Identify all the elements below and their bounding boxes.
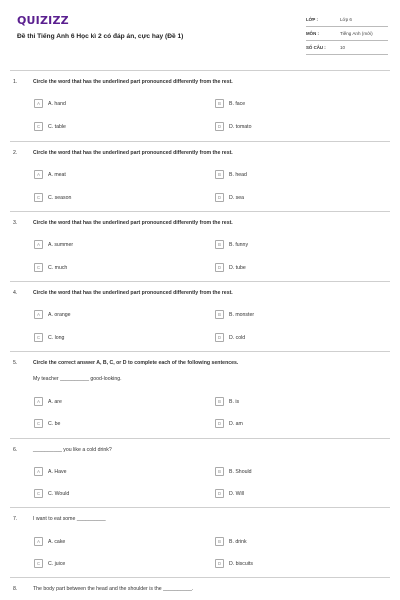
option-letter-box[interactable]: C <box>34 333 43 342</box>
question-instruction: Circle the word that has the underlined part pronounced differently from the rest. <box>33 290 233 296</box>
option-letter-box[interactable]: B <box>215 170 224 179</box>
option-letter-box[interactable]: A <box>34 99 43 108</box>
option-letter-box[interactable]: B <box>215 467 224 476</box>
answer-option-d[interactable] <box>215 333 245 342</box>
header-divider <box>10 70 390 71</box>
meta-label: SỐ CÂU : <box>306 45 326 50</box>
answer-option-b[interactable] <box>215 467 252 476</box>
answer-option-c[interactable] <box>34 333 64 342</box>
answer-option-d[interactable] <box>215 263 246 272</box>
question-number: 4. <box>13 290 18 296</box>
question-stem: My teacher __________ good-looking. <box>33 376 122 382</box>
answer-option-d[interactable] <box>215 419 243 428</box>
option-text: B. drink <box>229 538 247 545</box>
option-text: C. be <box>48 420 61 427</box>
meta-label: MÔN : <box>306 31 319 36</box>
question-instruction: Circle the word that has the underlined part pronounced differently from the rest. <box>33 150 233 156</box>
answer-option-c[interactable] <box>34 263 67 272</box>
option-text: A. are <box>48 398 62 405</box>
question-instruction: Circle the word that has the underlined part pronounced differently from the rest. <box>33 220 233 226</box>
answer-option-b[interactable] <box>215 310 254 319</box>
option-text: A. Have <box>48 468 67 475</box>
answer-option-c[interactable] <box>34 559 65 568</box>
option-letter-box[interactable]: A <box>34 170 43 179</box>
answer-option-b[interactable] <box>215 240 248 249</box>
answer-option-a[interactable] <box>34 310 71 319</box>
option-letter-box[interactable]: A <box>34 240 43 249</box>
option-text: D. sea <box>229 194 244 201</box>
option-text: A. summer <box>48 241 74 248</box>
meta-row-count <box>306 41 388 55</box>
option-letter-box[interactable]: B <box>215 99 224 108</box>
answer-option-b[interactable] <box>215 99 245 108</box>
answer-option-a[interactable] <box>34 170 66 179</box>
option-text: C. Would <box>48 490 70 497</box>
option-letter-box[interactable]: B <box>215 397 224 406</box>
option-letter-box[interactable]: C <box>34 122 43 131</box>
option-text: D. cold <box>229 334 246 341</box>
option-text: B. monster <box>229 311 255 318</box>
meta-value[interactable]: 10 <box>340 45 346 50</box>
option-letter-box[interactable]: B <box>215 310 224 319</box>
meta-label: LỚP : <box>306 17 318 22</box>
answer-option-b[interactable] <box>215 397 239 406</box>
answer-option-b[interactable] <box>215 170 247 179</box>
option-text: A. orange <box>48 311 71 318</box>
question-divider <box>10 438 390 439</box>
option-text: B. is <box>229 398 240 405</box>
question-number: 8. <box>13 586 18 592</box>
answer-option-c[interactable] <box>34 489 69 498</box>
option-letter-box[interactable]: C <box>34 263 43 272</box>
question-instruction: Circle the word that has the underlined part pronounced differently from the rest. <box>33 79 233 85</box>
option-letter-box[interactable]: C <box>34 419 43 428</box>
option-text: C. season <box>48 194 72 201</box>
answer-option-d[interactable] <box>215 122 252 131</box>
question-number: 1. <box>13 79 18 85</box>
answer-option-c[interactable] <box>34 419 60 428</box>
meta-value[interactable]: Tiếng Anh (mới) <box>340 31 373 36</box>
document-title: Đề thi Tiếng Anh 6 Học kì 2 có đáp án, cực hay (Đề 1) <box>17 33 184 40</box>
option-letter-box[interactable]: D <box>215 559 224 568</box>
option-letter-box[interactable]: C <box>34 489 43 498</box>
option-letter-box[interactable]: A <box>34 537 43 546</box>
option-text: A. hand <box>48 100 66 107</box>
meta-table <box>306 13 388 55</box>
option-letter-box[interactable]: D <box>215 419 224 428</box>
question-divider <box>10 141 390 142</box>
answer-option-d[interactable] <box>215 489 244 498</box>
option-text: A. meat <box>48 171 66 178</box>
option-text: B. funny <box>229 241 249 248</box>
option-text: C. table <box>48 123 66 130</box>
question-number: 2. <box>13 150 18 156</box>
option-letter-box[interactable]: D <box>215 333 224 342</box>
question-divider <box>10 577 390 578</box>
option-text: D. tomato <box>229 123 252 130</box>
option-letter-box[interactable]: C <box>34 193 43 202</box>
meta-row-subject <box>306 27 388 41</box>
question-stem: I want to eat some __________ <box>33 516 106 522</box>
option-text: D. biscuits <box>229 560 253 567</box>
option-text: B. face <box>229 100 246 107</box>
question-divider <box>10 507 390 508</box>
option-text: B. Should <box>229 468 252 475</box>
option-text: D. am <box>229 420 243 427</box>
question-divider <box>10 211 390 212</box>
answer-option-b[interactable] <box>215 537 247 546</box>
option-letter-box[interactable]: D <box>215 263 224 272</box>
option-text: D. Will <box>229 490 244 497</box>
answer-option-d[interactable] <box>215 559 253 568</box>
option-text: C. much <box>48 264 68 271</box>
question-number: 3. <box>13 220 18 226</box>
meta-row-class <box>306 13 388 27</box>
answer-option-c[interactable] <box>34 122 66 131</box>
option-text: B. head <box>229 171 247 178</box>
quizizz-logo: QUIZIZZ <box>17 14 69 27</box>
option-letter-box[interactable]: B <box>215 537 224 546</box>
question-divider <box>10 351 390 352</box>
option-text: A. cake <box>48 538 66 545</box>
option-letter-box[interactable]: D <box>215 489 224 498</box>
meta-value[interactable]: Lớp 6 <box>340 17 352 22</box>
question-divider <box>10 281 390 282</box>
answer-option-d[interactable] <box>215 193 244 202</box>
question-instruction: Circle the correct answer A, B, C, or D to complete each of the following sentences. <box>33 360 239 366</box>
option-letter-box[interactable]: B <box>215 240 224 249</box>
option-letter-box[interactable]: D <box>215 193 224 202</box>
option-letter-box[interactable]: C <box>34 559 43 568</box>
option-letter-box[interactable]: D <box>215 122 224 131</box>
option-letter-box[interactable]: A <box>34 397 43 406</box>
answer-option-a[interactable] <box>34 537 65 546</box>
answer-option-a[interactable] <box>34 99 66 108</box>
option-text: C. juice <box>48 560 66 567</box>
option-text: D. tube <box>229 264 246 271</box>
option-text: C. long <box>48 334 65 341</box>
question-stem: __________ you like a cold drink? <box>33 447 112 453</box>
answer-option-c[interactable] <box>34 193 71 202</box>
question-number: 5. <box>13 360 18 366</box>
answer-option-a[interactable] <box>34 397 62 406</box>
option-letter-box[interactable]: A <box>34 467 43 476</box>
question-number: 7. <box>13 516 18 522</box>
question-stem: The body part between the head and the shoulder is the __________. <box>33 586 194 592</box>
option-letter-box[interactable]: A <box>34 310 43 319</box>
answer-option-a[interactable] <box>34 467 66 476</box>
question-number: 6. <box>13 447 18 453</box>
answer-option-a[interactable] <box>34 240 73 249</box>
